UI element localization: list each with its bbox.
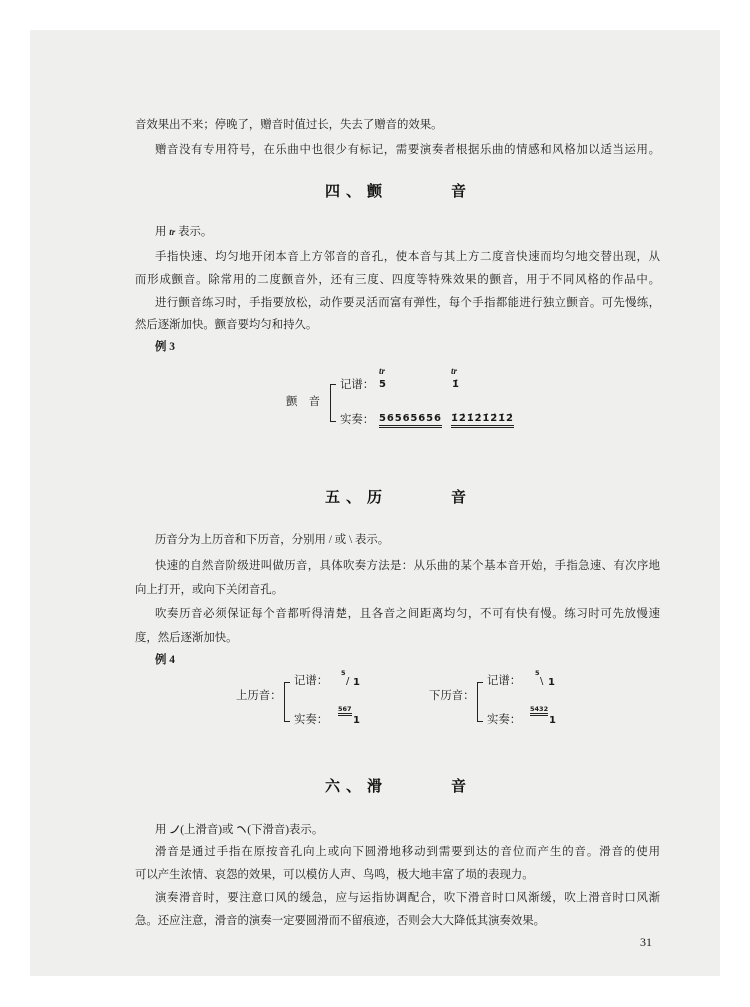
example-3-label: 例 3 [155,341,175,353]
slide-symbol-prefix: 用 [155,824,167,836]
written-note: 1̇ [452,379,459,390]
performed-notes: 56565656 [379,412,442,428]
paragraph-line: 快速的自然音阶级进叫做历音，具体吹奏方法是：从乐曲的某个基本音开始，手指急速、有次序地 [155,560,660,572]
example-3-performance-label: 实奏： [340,414,375,426]
paragraph-line: 度，然后逐渐加快。 [135,632,238,644]
example-3-notation-label: 记谱： [340,379,375,391]
example-3-brace [330,384,336,422]
paragraph-line: 然后逐渐加快。颤音要均匀和持久。 [135,319,318,331]
trill-symbol-prefix: 用 [155,226,167,238]
descending-performance-label: 实奏： [487,714,522,726]
performed-note: 1 [549,715,556,726]
example-4-label: 例 4 [155,654,175,666]
intro-line: 音效果出不来；停晚了，赠音时值过长，失去了赠音的效果。 [135,119,443,131]
section-heading-trill: 四、颤 音 [325,184,473,200]
written-note: 1 [548,677,555,688]
paragraph-line: 演奏滑音时，要注意口风的缓急，应与运指协调配合，吹下滑音时口风渐缓，吹上滑音时口风渐 [155,892,660,904]
ascending-notation-label: 记谱： [294,675,329,687]
ascending-brace [284,682,290,722]
intro-line: 赠音没有专用符号，在乐曲中也很少有标记，需要演奏者根据乐曲的情感和风格加以适当运用。 [155,144,660,156]
descending-run-name: 下历音： [429,690,475,702]
paragraph-line: 向上打开，或向下关闭音孔。 [135,584,284,596]
run-mark: \ [540,676,544,687]
grace-notes: 5432 [530,706,548,716]
paragraph-line: 滑音是通过手指在原按音孔向上或向下圆滑地移动到需要到达的音位而产生的音。滑音的使用 [155,846,660,858]
paragraph-line: 进行颤音练习时，手指要放松，动作要灵活而富有弹性，每个手指都能进行独立颤音。可先慢练， [155,297,660,309]
slide-down-icon [236,824,247,834]
example-3-technique-name: 颤 音 [286,396,321,408]
trill-ornament: tr [379,366,386,376]
ascending-run-name: 上历音： [236,690,282,702]
descending-brace [477,682,483,722]
slide-down-label: (下滑音)表示。 [247,824,324,836]
run-mark: / [346,676,350,687]
performed-note: 1 [353,715,360,726]
paragraph-line: 吹奏历音必须保证每个音都听得清楚，且各音之间距离均匀，不可有快有慢。练习时可先放慢速 [155,608,660,620]
grace-note: 5 [535,669,540,677]
section-heading-run: 五、历 音 [325,490,473,506]
paragraph-line: 历音分为上历音和下历音，分别用 / 或 \ 表示。 [155,534,390,546]
slide-up-label: (上滑音)或 [180,824,234,836]
grace-note: 5 [341,669,346,677]
written-note: 5 [379,379,386,390]
paragraph-line: 可以产生浓情、哀怨的效果，可以模仿人声、鸟鸣，极大地丰富了埙的表现力。 [135,869,534,881]
trill-ornament: tr [451,366,458,376]
trill-symbol: tr [169,227,176,237]
paragraph-line: 而形成颤音。除常用的二度颤音外，还有三度、四度等特殊效果的颤音，用于不同风格的作品中。 [135,274,660,286]
paragraph-line: 手指快速、均匀地开闭本音上方邻音的音孔，使本音与其上方二度音快速而均匀地交替出现，从 [155,251,660,263]
trill-symbol-suffix: 表示。 [178,226,213,238]
slide-symbol-line [155,824,323,837]
slide-up-icon [169,824,180,834]
descending-notation-label: 记谱： [487,675,522,687]
page-number: 31 [640,935,652,949]
ascending-performance-label: 实奏： [294,714,329,726]
written-note: 1 [353,677,360,688]
trill-symbol-line [155,226,212,239]
grace-notes: 567 [338,706,352,716]
section-heading-slide: 六、滑 音 [325,779,473,795]
performed-notes: 1̇2̇1̇2̇1̇2̇1̇2̇ [451,412,514,428]
paragraph-line: 急。还应注意，滑音的演奏一定要圆滑而不留痕迹，否则会大大降低其演奏效果。 [135,915,546,927]
